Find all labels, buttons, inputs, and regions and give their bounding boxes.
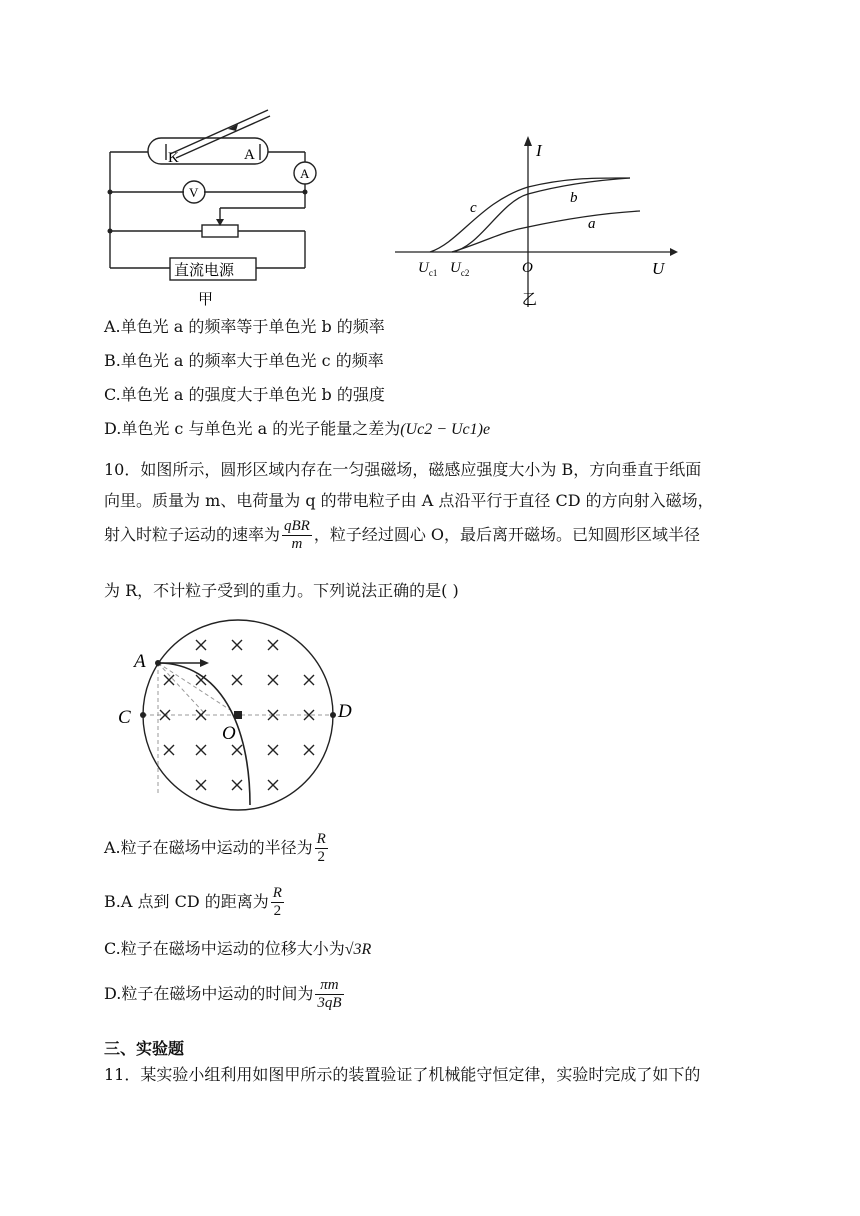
q10-line3 xyxy=(104,518,700,553)
q9-option-a: A.单色光 a 的频率等于单色光 b 的频率 xyxy=(104,317,385,336)
point-c-label: C xyxy=(118,707,131,728)
q10-line4: 为 R，不计粒子受到的重力。下列说法正确的是( ) xyxy=(104,581,459,600)
q9-option-d xyxy=(104,418,490,441)
q10-speed-fraction: $\frac{\text{qBR}}{m}$ xyxy=(284,518,310,552)
uc2-label: $U_{c2}$ xyxy=(450,260,470,278)
q10-option-c-text: C.粒子在磁场中运动的位移大小为 xyxy=(104,939,345,958)
q10-option-d-fraction: $\frac{\pi m}{3qB}$ xyxy=(317,977,342,1011)
q10-option-b-fraction: $\frac{R}{2}$ xyxy=(272,885,282,919)
q10-option-d-text: D.粒子在磁场中运动的时间为 xyxy=(104,984,314,1003)
anode-label: A xyxy=(244,147,255,163)
curve-c-label: c xyxy=(470,200,477,216)
q10-option-d xyxy=(104,976,346,1012)
q10-option-b-text: B.A 点到 CD 的距离为 xyxy=(104,892,269,911)
q10-option-c xyxy=(104,938,371,961)
figure-caption-yi: 乙 xyxy=(522,290,538,308)
q10-option-a-fraction: $\frac{R}{2}$ xyxy=(316,831,326,865)
figure-caption-jia: 甲 xyxy=(198,290,214,308)
q10-line3-post: ，粒子经过圆心 O，最后离开磁场。已知圆形区域半径 xyxy=(313,525,701,544)
circuit-figure xyxy=(100,100,330,310)
q10-option-a xyxy=(104,830,330,866)
q10-line3-pre: 射入时粒子运动的速率为 xyxy=(104,525,281,544)
q9-option-b: B.单色光 a 的频率大于单色光 c 的频率 xyxy=(104,351,384,370)
q9-option-c: C.单色光 a 的强度大于单色光 b 的强度 xyxy=(104,385,385,404)
q10-option-a-text: A.粒子在磁场中运动的半径为 xyxy=(104,838,313,857)
curve-a xyxy=(452,211,640,252)
uc1-label: $U_{c1}$ xyxy=(418,260,438,278)
power-source-label: 直流电源 xyxy=(174,261,235,279)
point-d-label: D xyxy=(338,701,352,722)
q9-option-d-formula: (Uc2 − Uc1)e xyxy=(400,421,491,438)
point-a-label: A xyxy=(134,651,146,672)
origin-label: O xyxy=(522,260,533,276)
center-o-label: O xyxy=(222,723,236,744)
u-axis-label: U xyxy=(652,259,665,278)
q10-line1: 10．如图所示，圆形区域内存在一匀强磁场，磁感应强度大小为 B，方向垂直于纸面 xyxy=(104,460,702,479)
section-title: 三、实验题 xyxy=(104,1039,185,1058)
q10-option-c-formula: √3R xyxy=(344,941,372,958)
q10-line2: 向里。质量为 m、电荷量为 q 的带电粒子由 A 点沿平行于直径 CD 的方向射入磁场， xyxy=(104,491,714,510)
cathode-label: K xyxy=(168,150,179,166)
ammeter-label: A xyxy=(300,166,310,181)
magnetic-field-figure xyxy=(110,615,370,825)
q11-line1: 11．某实验小组利用如图甲所示的装置验证了机械能守恒定律，实验时完成了如下的 xyxy=(104,1065,701,1084)
curve-a-label: a xyxy=(588,216,596,232)
curve-b-label: b xyxy=(570,190,578,206)
q10-option-b xyxy=(104,884,286,920)
iu-graph-figure xyxy=(390,132,680,312)
voltmeter-label: V xyxy=(189,185,199,200)
i-axis-label: I xyxy=(536,141,542,160)
q9-option-d-text: D.单色光 c 与单色光 a 的光子能量之差为 xyxy=(104,419,401,438)
